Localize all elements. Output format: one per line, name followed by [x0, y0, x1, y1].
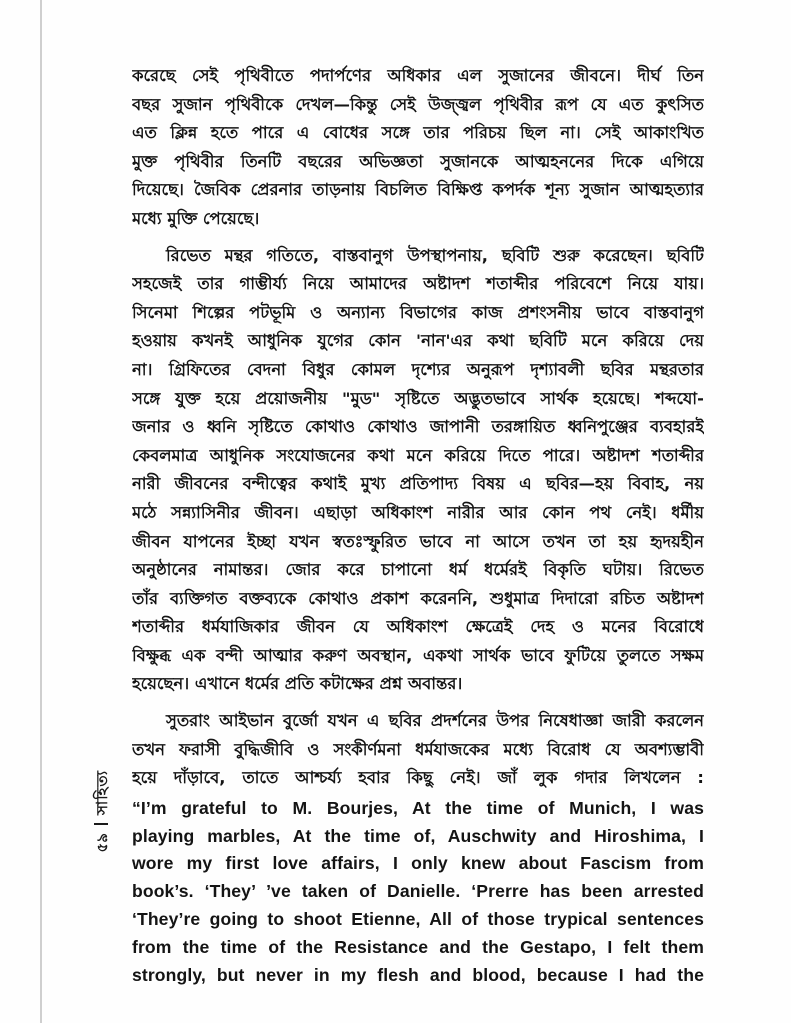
text-line: বিক্ষুব্ধ এক বন্দী আত্মার করুণ অবস্থান, একথা সার্থক ভাবে ফুটিয়ে তুলতে সক্ষম	[132, 645, 704, 665]
english-quote	[132, 795, 704, 990]
text-line: হয়ে দাঁড়াবে, তাতে আশ্চর্য্য হবার কিছু নেই। জাঁ লুক গদার লিখলেন :	[132, 768, 704, 788]
text-line: মুক্ত পৃথিবীর তিনটি বছরের অভিজ্ঞতা সুজানকে আত্মহননের দিকে এগিয়ে	[132, 151, 704, 171]
text-line: হওয়ায় কখনই আধুনিক যুগের কোন 'নান'এর কথা ছবিটি মনে করিয়ে দেয়	[132, 331, 704, 351]
text-line: মধ্যে মুক্তি পেয়েছে।	[132, 208, 260, 228]
text-line: কেবলমাত্র আধুনিক সংযোজনের কথা মনে করিয়ে দিতে পারে। অষ্টাদশ শতাব্দীর	[132, 445, 704, 465]
body-text	[132, 62, 704, 989]
paragraph-2	[132, 242, 704, 700]
text-line: জীবন যাপনের ইচ্ছা যখন স্বতঃস্ফুরিত ভাবে না আসে তখন তা হয় হৃদয়হীন	[132, 531, 704, 551]
quote-line: book’s. ‘They’ ’ve taken of Danielle. ‘Prerre has been arrested	[132, 881, 704, 902]
text-line: সহজেই তার গাম্ভীর্য্য নিয়ে আমাদের অষ্টাদশ শতাব্দীর পরিবেশে নিয়ে যায়।	[132, 274, 704, 294]
text-line: করেছে সেই পৃথিবীতে পদার্পণের অধিকার এল সুজানের জীবনে। দীর্ঘ তিন	[132, 66, 704, 85]
quote-line: wore my first love affairs, I only knew about Fascism from	[132, 853, 704, 874]
running-head	[88, 770, 114, 950]
text-line: দিয়েছে। জৈবিক প্রেরনার তাড়নায় বিচলিত বিক্ষিপ্ত কপর্দক শূন্য সুজান আত্মহত্যার	[132, 180, 704, 200]
text-line: শতাব্দীর ধর্মযাজিকার জীবন যে অধিকাংশ ক্ষেত্রেই দেহ ও মনের বিরোধে	[132, 617, 704, 637]
quote-line: strongly, but never in my flesh and blood, because I had the	[132, 964, 704, 985]
quote-line: playing marbles, At the time of, Auschwity and Hiroshima, I	[132, 825, 704, 846]
text-line: হয়েছেন। এখানে ধর্মের প্রতি কটাক্ষের প্রশ্ন অবান্তর।	[132, 674, 463, 694]
running-head-title: সাহিত্য	[92, 770, 111, 816]
page-number: ৫৯	[92, 833, 111, 853]
text-line: অনুষ্ঠানের নামান্তর। জোর করে চাপানো ধর্ম ধর্মেরই বিকৃতি ঘটায়। রিভেত	[132, 560, 704, 580]
paragraph-1	[132, 62, 704, 234]
text-line: সিনেমা শিল্পের পটভূমি ও অন্যান্য বিভাগের কাজ প্রশংসনীয় ভাবে বাস্তবানুগ	[132, 302, 704, 322]
paragraph-3	[132, 707, 704, 793]
text-line: বছর সুজান পৃথিবীকে দেখল—কিন্তু সেই উজ্জ্বল পৃথিবীর রূপ যে এত কুৎসিত	[132, 94, 704, 114]
text-line: না। গ্রিফিতের বেদনা বিধুর কোমল দৃশ্যের অনুরূপ দৃশ্যাবলী ছবির মন্থরতার	[132, 359, 704, 379]
text-line: নারী জীবনের বন্দীত্বের কথাই মুখ্য প্রতিপাদ্য বিষয় এ ছবির—হয় বিবাহ, নয়	[132, 474, 704, 494]
quote-line: “I’m grateful to M. Bourjes, At the time of Munich, I was	[132, 797, 704, 818]
text-line: সঙ্গে যুক্ত হয়ে প্রয়োজনীয় "মুড" সৃষ্টিতে অদ্ভুতভাবে সার্থক হয়েছে। শব্দযো-	[132, 388, 704, 408]
text-line: তাঁর ব্যক্তিগত বক্তব্যকে কোথাও প্রকাশ করেননি, শুধুমাত্র দিদারো রচিত অষ্টাদশ	[132, 588, 704, 608]
page-edge-rule	[40, 0, 42, 1023]
text-line: রিভেত মন্থর গতিতে, বাস্তবানুগ উপস্থাপনায়, ছবিটি শুরু করেছেন। ছবিটি	[166, 245, 704, 265]
text-line: এত ক্লিন্ন হতে পারে এ বোধের সঙ্গে তার পরিচয় ছিল না। সেই আকাংখিত	[132, 123, 704, 143]
text-line: মঠে সন্ন্যাসিনীর জীবন। এছাড়া অধিকাংশ নারীর আর কোন পথ নেই। ধর্মীয়	[132, 502, 704, 522]
text-line: তখন ফরাসী বুদ্ধিজীবি ও সংকীর্ণমনা ধর্মযাজকের মধ্যে বিরোধ যে অবশ্যম্ভাবী	[132, 739, 704, 759]
running-head-separator	[94, 823, 108, 825]
text-line: জনার ও ধ্বনি সৃষ্টিতে কোথাও কোথাও জাপানী তরঙ্গায়িত ধ্বনিপুঞ্জের ব্যবহারই	[132, 417, 704, 437]
quote-line: from the time of the Resistance and the Gestapo, I felt them	[132, 936, 704, 957]
text-line: সুতরাং আইভান বুর্জো যখন এ ছবির প্রদর্শনের উপর নিষেধাজ্ঞা জারী করলেন	[166, 711, 704, 731]
quote-line: ‘They’re going to shoot Etienne, All of those trypical sentences	[132, 909, 704, 930]
